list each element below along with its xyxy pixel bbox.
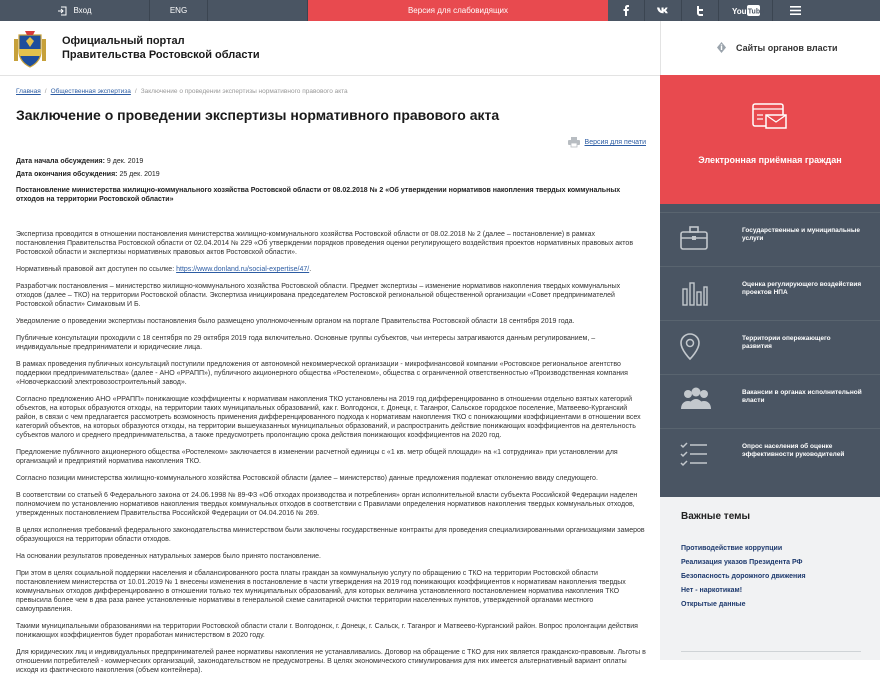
important-topics-title: Важные темы (681, 511, 751, 522)
print-version-label: Версия для печати (584, 138, 646, 146)
site-header (0, 21, 660, 76)
sidebar-item-services[interactable] (660, 212, 880, 265)
topic-link[interactable]: Открытые данные (681, 601, 746, 608)
login-icon (57, 6, 67, 16)
svg-text:Tube: Tube (747, 8, 764, 16)
breadcrumb-home[interactable]: Главная (16, 88, 41, 95)
menu-icon[interactable] (773, 0, 817, 21)
electronic-reception-button[interactable] (660, 75, 880, 204)
sidebar-item-vacancies[interactable] (660, 374, 880, 427)
map-pin-icon (680, 333, 700, 366)
checklist-icon (680, 441, 708, 472)
portal-title-line1: Официальный портал (62, 35, 185, 47)
email-icon (752, 103, 788, 135)
government-sites-label: Сайты органов власти (736, 43, 838, 53)
article-body (16, 230, 646, 675)
topic-link[interactable]: Противодействие коррупции (681, 545, 783, 552)
breadcrumb: Главная / Общественная экспертиза / Заключение о проведении экспертизы нормативного правового акта (16, 88, 348, 95)
sidebar-item-development-territories[interactable] (660, 320, 880, 373)
topbar-spacer (208, 0, 308, 21)
topics-divider (681, 651, 861, 652)
paragraph: Публичные консультации проходили с 18 сентября по 29 октября 2019 года включительно. Основные группы субъектов, чьи интересы затрагиваются данным регулированием, – индивидуальные предприниматели и юридические лица. (16, 335, 596, 351)
printer-icon (568, 139, 585, 146)
topic-link[interactable]: Реализация указов Президента РФ (681, 559, 803, 566)
paragraph: Экспертиза проводится в отношении постановления министерства жилищно-коммунального хозяйства Ростовской области от 08.02.2018 № 2 (далее – постановление) в рамках постановления Правительства Ростовской области от 02.04.2014 № 229 «Об утверждении порядков проведения оценки регулирующего воздействия проектов нормативных правовых актов Ростовской области и экспертизы нормативных правовых актов Ростовской области». (16, 231, 634, 256)
end-date-value: 25 дек. 2019 (119, 171, 160, 178)
important-topics (660, 497, 880, 660)
people-icon (680, 387, 712, 416)
paragraph: В соответствии со статьей 6 Федерального закона от 24.06.1998 № 89-ФЗ «Об отходах производства и потребления» орган исполнительной власти субъекта Российской Федерации наделен полномочием по установлению нормативов накопления твердых коммунальных отходов в соответствии с Правилами определения нормативов накопления твердых коммунальных отходов, утвержденных постановлением Правительства Российской Федерации от 04.04.2016 № 269. (16, 492, 638, 517)
info-icon (717, 42, 726, 55)
paragraph-link-row: Нормативный правовой акт доступен по ссылке: https://www.donland.ru/social-expertise/47/. (16, 266, 312, 273)
start-date-label: Дата начала обсуждения: (16, 158, 105, 165)
breadcrumb-section[interactable]: Общественная экспертиза (50, 88, 131, 95)
paragraph: Такими муниципальными образованиями на территории Ростовской области стали г. Волгодонск, г. Донецк, г. Сальск, г. Таганрог и Матвеево-Курганский район. Вопрос пролонгации действия понижающих коэффициентов будет проработан министерством в 2020 году. (16, 623, 638, 639)
login-label: Вход (73, 6, 92, 15)
topic-link[interactable]: Безопасность дорожного движения (681, 573, 806, 580)
breadcrumb-current: Заключение о проведении экспертизы нормативного правового акта (140, 88, 348, 95)
top-bar (0, 0, 880, 21)
paragraph: Предложение публичного акционерного общества «Ростелеком» заключается в изменении расчетной единицы с «1 кв. метр общей площади» на «1 сотрудника» при установлении для организаций и предприятий норматива накопления ТКО. (16, 449, 618, 465)
paragraph: При этом в целях социальной поддержки населения и сбалансированного роста платы граждан за коммунальную услугу по обращению с ТКО на территории Ростовской области постановлением министерства от 10.01.2019 № 1 внесены изменения в постановление в части утверждения на 2019 год понижающих коэффициентов к нормативам накопления твердых коммунальных отходов дифференцированно в отношении только тех муниципальных образований, для которых величина установленного постановлением норматива накопления ТКО превысила более чем в два раза ранее установленные нормативы в генеральной схеме санитарной очистки территории населенных пунктов, утвержденной органами местного самоуправления. (16, 570, 626, 613)
government-sites-link[interactable] (660, 21, 880, 75)
portal-title[interactable] (62, 34, 260, 62)
sidebar-item-label: Вакансии в органах исполнительной власти (742, 389, 862, 404)
electronic-reception-label: Электронная приёмная граждан (698, 155, 842, 165)
sidebar-item-label: Оценка регулирующего воздействия проектов НПА (742, 281, 862, 296)
end-date-row (16, 168, 646, 181)
paragraph: Разработчик постановления – министерство жилищно-коммунального хозяйства Ростовской области. Предмет экспертизы – изменение нормативов накопления твердых коммунальных отходов (далее – ТКО) на территории Ростовской области. Экспертиза инициирована председателем Ростовской региональной общественной организации «Совет предпринимателей Ростовской области» Симаковым И Б. (16, 283, 621, 308)
paragraph: На основании результатов проведенных натуральных замеров было принято постановление. (16, 553, 321, 560)
facebook-icon[interactable] (608, 0, 645, 21)
sidebar-item-label: Государственные и муниципальные услуги (742, 227, 860, 242)
paragraph: Согласно позиции министерства жилищно-коммунального хозяйства Ростовской области (далее – министерство) данные предложения подлежат отклонению ввиду следующего. (16, 475, 598, 482)
expertise-link[interactable]: https://www.donland.ru/social-expertise/47/ (176, 266, 310, 273)
twitter-icon[interactable] (682, 0, 719, 21)
sidebar-item-label: Опрос населения об оценке эффективности руководителей (742, 443, 845, 458)
coat-of-arms-logo[interactable] (13, 29, 47, 69)
login-button[interactable] (0, 0, 150, 21)
youtube-icon[interactable] (719, 0, 773, 21)
discussion-dates (16, 155, 646, 181)
main-content (16, 80, 646, 674)
paragraph: Нормативный правовой акт доступен по ссылке: (16, 266, 175, 273)
vision-version-button[interactable]: Версия для слабовидящих (308, 0, 608, 21)
paragraph: Согласно предложению АНО «РРАПП» понижающие коэффициенты к нормативам накопления ТКО установлены на 2019 год дифференцированно в отношении отдельно взятых категорий объектов, на которых образуются отходы, на территории таких муниципальных образований, как г. Волгодонск, г. Донецк, г. Таганрог, Сальское городское поселение, Матвеево-Курганский район, в связи с чем предлагается рассмотреть возможность применения дифференцированного подхода к нормативам накопления ТКО с понижающими коэффициентами в отношении всех категорий объектов, на которых образуются отходы, на территории вышеуказанных муниципальных образований, и распространить действие понижающих коэффициентов на деятельность субъектов малого и среднего предпринимательства, а также предусмотреть пролонгацию срока действия понижающих коэффициентов на 2020 год. (16, 396, 641, 439)
paragraph: В целях исполнения требований федерального законодательства министерством были заключены государственные контракты для проведения специализированными организациями замеров образующихся на территории области отходов. (16, 527, 645, 543)
paragraph: Для юридических лиц и индивидуальных предпринимателей ранее нормативы накопления не устанавливались. Договор на обращение с ТКО для них является гражданско-правовым. Льготы в отношении потребителей - коммерческих организаций, законодательством не предусмотрены. В целях экономического стимулирования для них имеется альтернативный вариант оплаты исходя из фактического накопления (объем контейнера). (16, 649, 646, 674)
print-version-link[interactable] (16, 137, 646, 147)
start-date-value: 9 дек. 2019 (106, 158, 144, 165)
lang-switch[interactable]: ENG (150, 0, 208, 21)
svg-text:You: You (731, 7, 747, 16)
sidebar-item-label: Территории опережающего развития (742, 335, 831, 350)
bar-chart-icon (680, 279, 708, 312)
paragraph: Уведомление о проведении экспертизы постановления было размещено уполномоченным органом на портале Правительства Ростовской области 18 сентября 2019 года. (16, 318, 575, 325)
briefcase-icon (680, 225, 708, 256)
end-date-label: Дата окончания обсуждения: (16, 171, 118, 178)
decree-title: Постановление министерства жилищно-коммунального хозяйства Ростовской области от 08.02.2018 № 2 «Об утверждении нормативов накопления твердых коммунальных отходов на территории Ростовской области» (16, 187, 621, 203)
portal-title-line2: Правительства Ростовской области (62, 49, 260, 61)
topics-list (681, 542, 806, 612)
start-date-row (16, 155, 646, 168)
vk-icon[interactable] (645, 0, 682, 21)
topic-link[interactable]: Нет - наркотикам! (681, 587, 743, 594)
paragraph: В рамках проведения публичных консультаций поступили предложения от автономной некоммерческой организации - микрофинансовой компании «Ростовское региональное агентство поддержки предпринимательства» (далее - АНО «РРАПП»), публичного акционерного общества «Ростелеком», общества с ограниченной ответственностью «Производственная компания «Новочеркасский электровозостроительный завод». (16, 361, 628, 386)
sidebar-item-regulatory-assessment[interactable] (660, 266, 880, 319)
page-title: Заключение о проведении экспертизы нормативного правового акта (16, 107, 500, 123)
sidebar-item-survey[interactable] (660, 428, 880, 481)
